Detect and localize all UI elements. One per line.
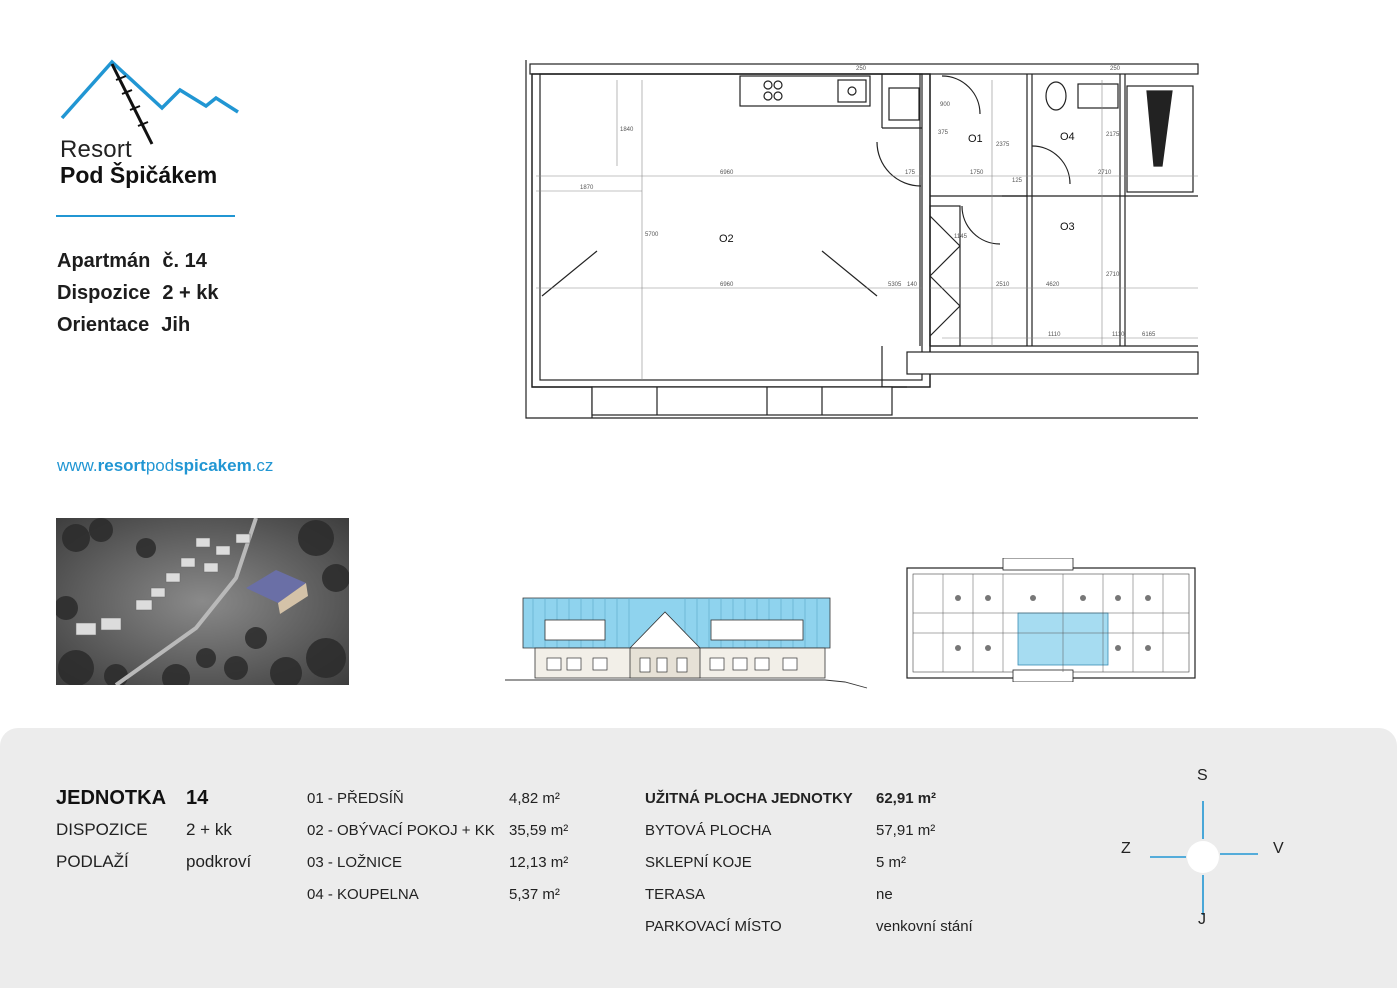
dimension-label: 250	[1110, 66, 1121, 72]
website-suffix: .cz	[251, 456, 274, 475]
dimension-label: 2175	[1106, 132, 1120, 138]
dimension-label: 2710	[1098, 170, 1112, 176]
dimension-label: 175	[905, 170, 916, 176]
dimension-label: 2375	[996, 142, 1010, 148]
label: Orientace	[57, 313, 150, 336]
compass-west-label: Z	[1121, 840, 1131, 857]
area-label: UŽITNÁ PLOCHA JEDNOTKY	[645, 789, 853, 807]
dimension-label: 6960	[720, 170, 734, 176]
floorplan-drawing	[522, 56, 1200, 420]
mountain-logo-icon	[56, 56, 246, 146]
unit-number-row	[56, 782, 251, 814]
unit-layout-row	[56, 814, 251, 846]
label: DISPOZICE	[56, 820, 148, 839]
area-value: 62,91 m²	[876, 789, 937, 807]
dimension-label: 250	[856, 66, 867, 72]
dimension-label: 6165	[1142, 332, 1156, 338]
brand-logo	[56, 56, 246, 196]
room-name: 01 - PŘEDSÍŇ	[307, 789, 404, 807]
apartment-info	[57, 245, 219, 341]
room-name: 02 - OBÝVACÍ POKOJ + KK	[307, 821, 495, 839]
unit-floor-row	[56, 846, 251, 878]
label: PODLAŽÍ	[56, 852, 129, 871]
area-row	[645, 878, 973, 910]
room-label-o2: O2	[719, 233, 734, 245]
dimension-label: 5700	[645, 232, 659, 238]
dimension-label: 5305	[888, 282, 902, 288]
value: 2 + kk	[186, 820, 232, 839]
label: Dispozice	[57, 281, 151, 304]
label: JEDNOTKA	[56, 786, 167, 809]
room-list	[307, 782, 568, 910]
area-summary	[645, 782, 973, 942]
room-name: 04 - KOUPELNA	[307, 885, 419, 903]
overview-floorplan	[903, 558, 1199, 682]
dimension-label: 125	[1012, 178, 1023, 184]
compass-south-label: J	[1198, 911, 1206, 928]
dimension-label: 1145	[954, 234, 967, 240]
dimension-label: 375	[938, 130, 949, 136]
value: 2 + kk	[162, 281, 219, 304]
website-part2: pod	[145, 456, 175, 475]
room-row	[307, 878, 568, 910]
area-value: ne	[876, 885, 893, 903]
unit-summary	[56, 782, 251, 878]
area-value: venkovní stání	[876, 917, 973, 935]
apartment-number-row	[57, 245, 219, 277]
dimension-label: 1750	[970, 170, 984, 176]
building-elevation	[505, 590, 870, 690]
dimension-label: 1840	[620, 127, 634, 133]
area-value: 57,91 m²	[876, 821, 936, 839]
dimension-label: 6960	[720, 282, 734, 288]
dimension-label: 2710	[1106, 272, 1120, 278]
brand-name-line2: Pod Špičákem	[60, 162, 218, 188]
room-label-o1: O1	[968, 133, 983, 145]
value: č. 14	[162, 249, 207, 272]
dimension-label: 900	[940, 102, 951, 108]
area-row	[645, 846, 973, 878]
brand-name-line1: Resort	[60, 136, 132, 163]
room-row	[307, 846, 568, 878]
room-name: 03 - LOŽNICE	[307, 853, 403, 871]
apartment-orientation-row	[57, 309, 219, 341]
compass-icon	[1118, 765, 1298, 935]
value: podkroví	[186, 852, 252, 871]
dimension-label: 1110	[1112, 332, 1125, 338]
value: 14	[186, 786, 209, 809]
area-value: 5 m²	[876, 853, 906, 871]
area-label: BYTOVÁ PLOCHA	[645, 821, 772, 839]
dimension-label: 4620	[1046, 282, 1060, 288]
area-label: TERASA	[645, 885, 706, 903]
area-label: SKLEPNÍ KOJE	[645, 853, 752, 871]
area-row	[645, 814, 973, 846]
room-label-o4: O4	[1060, 131, 1075, 143]
area-row	[645, 782, 973, 814]
website-prefix: www.	[57, 456, 98, 475]
room-label-o3: O3	[1060, 221, 1075, 233]
compass-north-label: S	[1197, 767, 1208, 784]
aerial-photo	[56, 518, 349, 685]
dimension-label: 2510	[996, 282, 1010, 288]
compass-east-label: V	[1273, 840, 1284, 857]
website-link[interactable]	[57, 456, 273, 476]
compass	[1118, 765, 1298, 935]
website-part1: resort	[97, 456, 146, 475]
room-row	[307, 782, 568, 814]
dimension-label: 1110	[1048, 332, 1061, 338]
divider	[56, 215, 235, 217]
room-area: 4,82 m²	[509, 789, 560, 807]
apartment-layout-row	[57, 277, 219, 309]
room-area: 35,59 m²	[509, 821, 569, 839]
room-area: 5,37 m²	[509, 885, 560, 903]
website-part3: spicakem	[174, 456, 252, 475]
area-label: PARKOVACÍ MÍSTO	[645, 917, 782, 935]
label: Apartmán	[57, 249, 151, 272]
value: Jih	[161, 313, 191, 336]
dimension-label: 1870	[580, 185, 594, 191]
room-area: 12,13 m²	[509, 853, 569, 871]
area-row	[645, 910, 973, 942]
room-row	[307, 814, 568, 846]
dimension-label: 140	[907, 282, 918, 288]
